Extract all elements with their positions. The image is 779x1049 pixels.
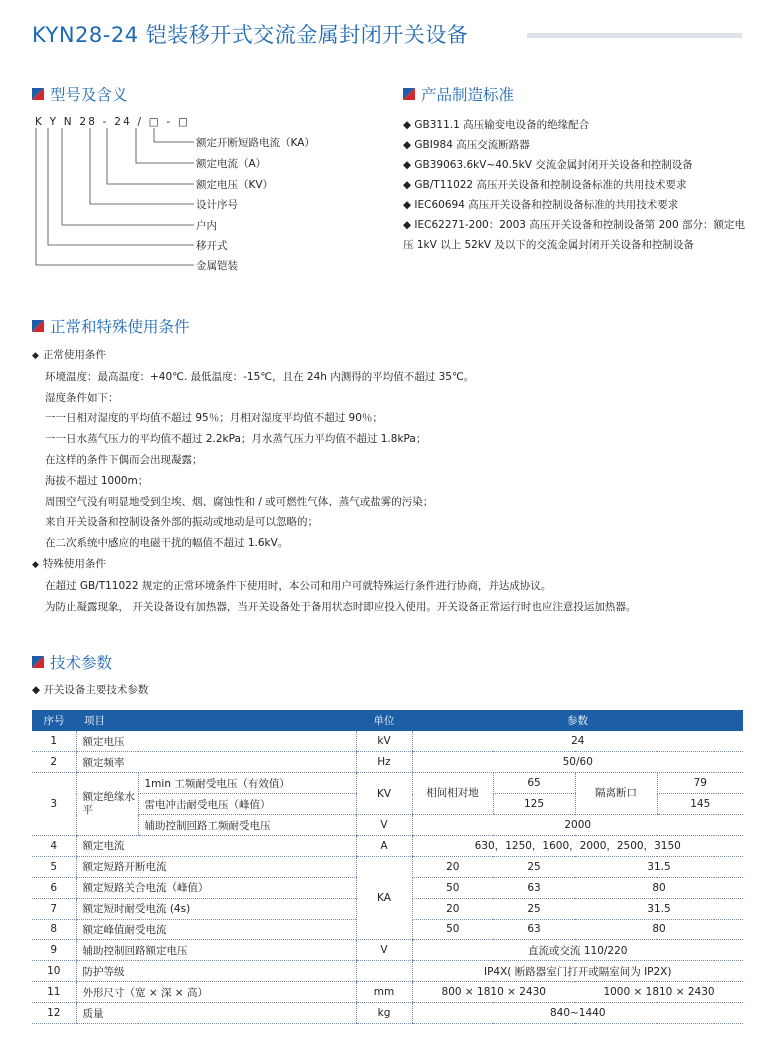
list-item: 在二次系统中感应的电磁干扰的幅值不超过 1.6kV。 — [45, 537, 289, 550]
table-row: 2 额定频率 Hz 50/60 — [32, 752, 743, 773]
model-desc-rated-voltage: 额定电压（KV） — [196, 179, 274, 191]
page-title: KYN28-24 铠装移开式交流金属封闭开关设备 — [32, 23, 469, 47]
list-item: 一一日相对湿度的平均值不超过 95％；月相对湿度平均值不超过 90％； — [45, 412, 383, 425]
list-item: 湿度条件如下： — [45, 391, 119, 404]
list-item: ◆ GB/T11022 高压开关设备和控制设备标准的共用技术要求 — [403, 179, 687, 191]
list-item: ◆ IEC62271-200：2003 高压开关设备和控制设备第 200 部分：额定电压 1kV 以上 52kV 及以下的交流金属封闭开关设备和控制设备 — [403, 219, 745, 251]
col-header-no: 序号 — [32, 710, 76, 731]
model-code-connector-lines — [30, 128, 205, 268]
tech-params-table — [32, 710, 743, 1024]
list-item: 周围空气没有明显地受到尘埃、烟、腐蚀性和 / 或可燃性气体、蒸气或盐雾的污染； — [45, 495, 434, 508]
model-code: K Y N 28 - 24 / □ - □ — [35, 116, 191, 128]
table-row: 11 外形尺寸（宽 × 深 × 高） mm 800 × 1810 × 2430 1000 × 1810 × 2430 — [32, 982, 743, 1003]
section-marker-icon — [32, 656, 44, 668]
section-marker-icon — [403, 88, 415, 100]
list-item: ◆ GB311.1 高压输变电设备的绝缘配合 — [403, 119, 590, 131]
table-header-row — [32, 710, 743, 731]
model-desc-breaking-current: 额定开断短路电流（KA） — [196, 137, 315, 149]
normal-conditions-title: ◆ 正常使用条件 — [32, 345, 747, 367]
standards-section-heading: 产品制造标准 — [403, 83, 514, 105]
model-desc-rated-current: 额定电流（A） — [196, 158, 267, 170]
table-row: 雷电冲击耐受电压（峰值） 125 145 — [32, 794, 743, 815]
col-header-item: 项目 — [76, 710, 356, 731]
list-item: 来自开关设备和控制设备外部的振动或地动是可以忽略的； — [45, 516, 318, 529]
table-row: 辅助控制回路工频耐受电压 V 2000 — [32, 815, 743, 836]
model-desc-withdrawable: 移开式 — [196, 240, 228, 252]
table-row: 4 额定电流 A 630，1250，1600，2000，2500，3150 — [32, 835, 743, 856]
table-row: 7 额定短时耐受电流 (4s) 20 25 31.5 — [32, 898, 743, 919]
list-item: 为防止凝露现象， 开关设备设有加热器，当开关设备处于备用状态时即应投入使用。开关设备正常运行时也应注意投运加热器。 — [45, 600, 637, 613]
list-item: ◆ IEC60694 高压开关设备和控制设备标准的共用技术要求 — [403, 199, 679, 211]
list-item: 一一日水蒸气压力的平均值不超过 2.2kPa；月水蒸气压力平均值不超过 1.8kPa； — [45, 433, 427, 446]
table-row: 10 防护等级 IP4X( 断路器室门打开或隔室间为 IP2X) — [32, 961, 743, 982]
section-marker-icon — [32, 88, 44, 100]
section-marker-icon — [32, 320, 44, 332]
model-section-heading: 型号及含义 — [32, 83, 128, 105]
model-desc-design-number: 设计序号 — [196, 199, 238, 211]
table-row: 3 额定绝缘水平 1min 工频耐受电压（有效值） KV 相间相对地 65 隔离断口 79 — [32, 773, 743, 794]
table-row: 9 辅助控制回路额定电压 V 直流或交流 110/220 — [32, 940, 743, 961]
table-row: 8 额定峰值耐受电流 50 63 80 — [32, 919, 743, 940]
standards-list — [403, 115, 748, 255]
list-item: 环境温度：最高温度：+40℃. 最低温度：-15℃，且在 24h 内测得的平均值不超过 35℃。 — [45, 370, 475, 383]
table-row: 5 额定短路开断电流 KA 20 25 31.5 — [32, 856, 743, 877]
table-row: 12 质量 kg 840~1440 — [32, 1003, 743, 1024]
model-desc-indoor: 户内 — [196, 220, 217, 232]
table-row: 1 额定电压 kV 24 — [32, 731, 743, 752]
conditions-body — [32, 345, 747, 617]
list-item: 在超过 GB/T11022 规定的正常环境条件下使用时，本公司和用户可就特殊运行条件进行协商，并达成协议。 — [45, 579, 552, 592]
col-header-unit: 单位 — [356, 710, 412, 731]
tech-section-heading: 技术参数 — [32, 651, 112, 673]
special-conditions-title: ◆ 特殊使用条件 — [32, 554, 747, 576]
list-item: ◆ GB39063.6kV~40.5kV 交流金属封闭开关设备和控制设备 — [403, 159, 693, 171]
table-row: 6 额定短路关合电流（峰值） 50 63 80 — [32, 877, 743, 898]
col-header-params: 参数 — [412, 710, 743, 731]
model-desc-metal-armored: 金属铠装 — [196, 260, 238, 272]
list-item: 海拔不超过 1000m； — [45, 474, 149, 487]
title-decoration-bar — [527, 33, 742, 38]
table-subtitle: ◆ 开关设备主要技术参数 — [32, 684, 149, 696]
list-item: 在这样的条件下偶而会出现凝露； — [45, 453, 203, 466]
conditions-section-heading: 正常和特殊使用条件 — [32, 315, 190, 337]
list-item: ◆ GBI984 高压交流断路器 — [403, 139, 530, 151]
